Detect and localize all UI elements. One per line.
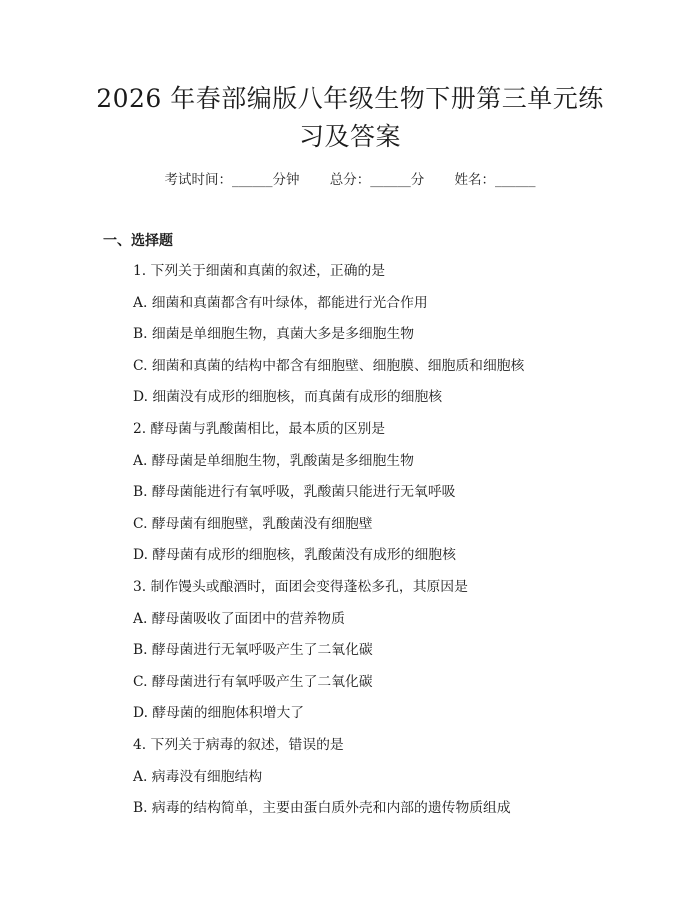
answer-option: B. 病毒的结构简单，主要由蛋白质外壳和内部的遗传物质组成 xyxy=(133,800,511,817)
title-line-1: 2026 年春部编版八年级生物下册第三单元练 xyxy=(96,84,604,113)
answer-option: A. 酵母菌吸收了面团中的营养物质 xyxy=(133,610,345,627)
question-stem: 3. 制作馒头或酿酒时，面团会变得蓬松多孔，其原因是 xyxy=(133,579,468,595)
answer-option: C. 细菌和真菌的结构中都含有细胞壁、细胞膜、细胞质和细胞核 xyxy=(133,357,525,374)
answer-option: B. 酵母菌能进行有氧呼吸，乳酸菌只能进行无氧呼吸 xyxy=(133,484,456,501)
title-line-2: 习及答案 xyxy=(298,122,401,151)
question-stem: 4. 下列关于病毒的叙述，错误的是 xyxy=(133,737,344,753)
answer-option: A. 细菌和真菌都含有叶绿体，都能进行光合作用 xyxy=(133,294,428,311)
answer-option: C. 酵母菌有细胞壁，乳酸菌没有细胞壁 xyxy=(133,515,373,532)
exam-meta xyxy=(0,168,700,188)
answer-option: D. 酵母菌有成形的细胞核，乳酸菌没有成形的细胞核 xyxy=(133,547,456,564)
question-stem: 1. 下列关于细菌和真菌的叙述，正确的是 xyxy=(133,263,386,279)
question-stem: 2. 酵母菌与乳酸菌相比，最本质的区别是 xyxy=(133,421,386,437)
answer-option: D. 酵母菌的细胞体积增大了 xyxy=(133,705,305,722)
exam-time: 考试时间：______分钟 xyxy=(164,172,300,188)
section-title: 一、选择题 xyxy=(103,233,173,249)
answer-option: A. 病毒没有细胞结构 xyxy=(133,768,263,785)
document-title xyxy=(60,80,640,156)
answer-option: C. 酵母菌进行有氧呼吸产生了二氧化碳 xyxy=(133,673,373,690)
student-name: 姓名：______ xyxy=(454,172,536,188)
answer-option: B. 细菌是单细胞生物，真菌大多是多细胞生物 xyxy=(133,326,415,343)
answer-option: D. 细菌没有成形的细胞核，而真菌有成形的细胞核 xyxy=(133,389,443,406)
total-score: 总分：______分 xyxy=(329,172,425,188)
answer-option: B. 酵母菌进行无氧呼吸产生了二氧化碳 xyxy=(133,642,373,659)
answer-option: A. 酵母菌是单细胞生物，乳酸菌是多细胞生物 xyxy=(133,452,414,469)
